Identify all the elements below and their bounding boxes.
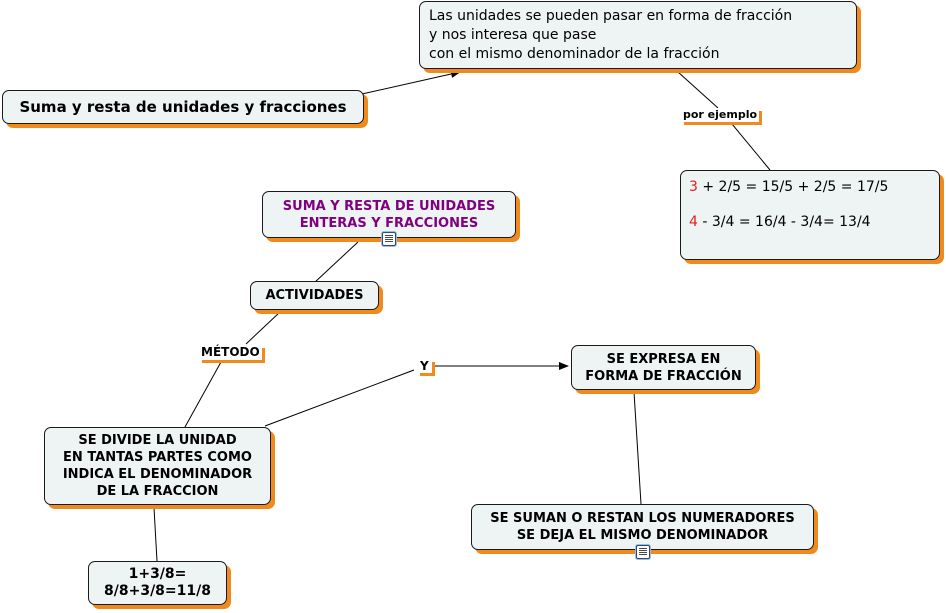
main-title-text: Suma y resta de unidades y fracciones — [19, 98, 347, 116]
actividades-node[interactable] — [250, 281, 379, 310]
example-line-1 — [689, 177, 888, 197]
y-text: Y — [420, 359, 429, 373]
example-1-number: 3 — [689, 179, 698, 195]
topic-line-1: SUMA Y RESTA DE UNIDADES — [282, 198, 496, 214]
divide-line-1: SE DIVIDE LA UNIDAD — [78, 433, 237, 448]
link-metodo-to-divide — [185, 362, 221, 427]
link-topic-to-actividades — [314, 242, 358, 283]
divide-line-3: INDICA EL DENOMINADOR — [62, 467, 253, 482]
calc-line-2: 8/8+3/8=11/8 — [104, 583, 211, 599]
expresa-line-1: SE EXPRESA EN — [606, 351, 721, 367]
link-divide-to-y — [265, 370, 414, 426]
link-expresa-to-suman — [634, 392, 641, 504]
link-title-to-note — [362, 72, 460, 94]
calc-node[interactable] — [88, 561, 227, 605]
link-divide-to-calc — [154, 508, 157, 561]
divide-line-2: EN TANTAS PARTES COMO — [63, 450, 252, 465]
example-2-number: 4 — [689, 214, 698, 230]
metodo-text: MÉTODO — [201, 345, 260, 359]
suman-node[interactable] — [471, 504, 814, 550]
top-note-line-1: Las unidades se pueden pasar en forma de fracción — [429, 7, 793, 24]
calc-line-1: 1+3/8= — [128, 566, 187, 582]
expresa-line-2: FORMA DE FRACCIÓN — [585, 368, 742, 384]
link-por-ejemplo-to-examples — [732, 124, 770, 170]
top-note-line-2: y nos interesa que pase — [429, 26, 597, 43]
suman-line-1: SE SUMAN O RESTAN LOS NUMERADORES — [490, 511, 795, 526]
suman-line-2: SE DEJA EL MISMO DENOMINADOR — [516, 528, 769, 543]
example-2-rest: - 3/4 = 16/4 - 3/4= 13/4 — [697, 214, 871, 230]
link-note-to-por-ejemplo — [678, 72, 718, 108]
document-icon[interactable] — [382, 232, 396, 246]
top-note-line-3: con el mismo denominador de la fracción — [429, 45, 720, 62]
main-title-node[interactable] — [2, 90, 364, 124]
divide-line-4: DE LA FRACCION — [96, 484, 219, 499]
examples-node[interactable] — [680, 170, 940, 260]
por-ejemplo-text: por ejemplo — [683, 108, 758, 121]
topic-line-2: ENTERAS Y FRACCIONES — [299, 215, 479, 231]
actividades-text: ACTIVIDADES — [265, 288, 364, 303]
topic-node[interactable] — [262, 191, 516, 238]
link-label-metodo[interactable] — [199, 345, 262, 360]
top-note-node[interactable] — [419, 1, 857, 69]
example-line-2 — [689, 212, 871, 232]
link-label-por-ejemplo[interactable] — [681, 108, 759, 122]
example-1-rest: + 2/5 = 15/5 + 2/5 = 17/5 — [697, 179, 889, 195]
expresa-node[interactable] — [571, 345, 756, 390]
divide-node[interactable] — [44, 427, 271, 505]
link-actividades-to-metodo — [246, 312, 280, 344]
link-label-y[interactable] — [417, 359, 432, 373]
document-icon[interactable] — [636, 545, 650, 559]
